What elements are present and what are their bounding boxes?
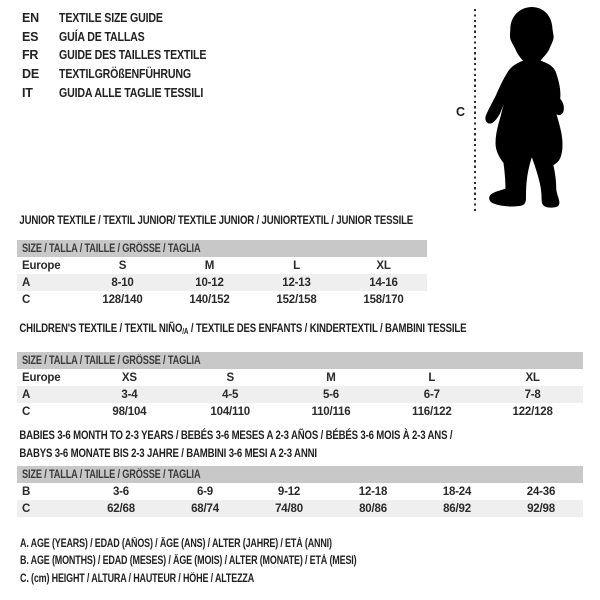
size-cell: M [326,371,336,384]
table-row [17,403,583,420]
table-row [17,274,427,291]
language-code: IT [22,85,33,100]
language-title: GUIDA ALLE TAGLIE TESSILI [59,85,204,100]
language-title: GUIDE DES TAILLES TEXTILE [59,48,207,63]
size-cell: 10-12 [166,274,253,291]
language-title: TEXTILE SIZE GUIDE [59,11,163,26]
size-cell: M [204,259,215,272]
children-title-main: CHILDREN'S TEXTILE / TEXTIL NIÑO [19,321,183,335]
size-cell: 152/158 [276,293,317,306]
size-cell: 3-6 [112,485,130,498]
height-measure-dotted-line [474,9,476,212]
size-cell: XS [121,371,137,384]
size-cell: 92/98 [499,500,583,517]
children-textile-section [17,321,583,420]
footnote-legend [20,536,451,588]
language-row-es [22,28,232,47]
language-title: TEXTILGRÖßENFÜHRUNG [59,67,191,82]
footnote-b: B. AGE (MONTHS) / EDAD (MESES) / ÂGE (MOIS) / ALTER (MONATE) / ETÀ (MESI) [20,555,357,568]
size-cell: L [293,259,300,272]
language-row-en [22,9,232,28]
babies-textile-section [17,427,583,517]
size-cell: 6-9 [196,485,214,498]
row-label: C [22,405,31,418]
table-row [17,369,583,386]
table-row [17,386,583,403]
height-marker-label: C [456,105,466,119]
size-cell: 98/104 [112,405,147,418]
baby-silhouette-icon [483,5,569,210]
babies-table-title-line1: BABIES 3-6 MONTH TO 2-3 YEARS / BEBÉS 3-6 MESES A 2-3 AÑOS / BÉBÉS 3-6 MOIS À 2-3 ANS / [19,428,453,442]
row-label: C [22,293,31,306]
size-header-row [17,352,583,369]
size-cell: 128/140 [102,293,143,306]
babies-size-table [17,466,583,517]
row-label: A [17,386,79,403]
size-cell: 18-24 [442,485,472,498]
footnote-a: A. AGE (YEARS) / EDAD (AÑOS) / ÂGE (ANS) / ALTER (JAHRE) / ETÀ (ANNI) [20,538,332,550]
children-title-subscript: /A [182,327,189,336]
babies-table-title-line2: BABYS 3-6 MONATE BIS 2-3 JAHRE / BAMBINI 3-6 MESI A 2-3 ANNI [19,445,317,460]
language-row-fr [22,46,232,65]
size-header-label: SIZE / TALLA / TAILLE / GRÖSSE / TAGLIA [22,354,201,367]
size-cell: S [118,259,127,272]
table-row [17,257,427,274]
row-label: B [22,485,31,498]
row-label: Europe [22,371,61,384]
children-title-rest: / TEXTILE DES ENFANTS / KINDERTEXTIL / BAMBINI TESSILE [188,321,467,335]
footnote-c: C. (cm) HEIGHT / ALTURA / HAUTEUR / HÖHE / ALTEZZA [20,572,255,585]
size-header-label: SIZE / TALLA / TAILLE / GRÖSSE / TAGLIA [22,242,201,255]
size-cell: 24-36 [526,485,556,498]
size-cell: 7-8 [482,386,583,403]
children-table-title [17,321,470,336]
language-code: FR [22,48,39,63]
row-label: Europe [22,259,61,272]
language-code: DE [22,67,39,82]
junior-textile-section [17,213,427,308]
size-cell: 12-13 [253,274,340,291]
language-title-list [22,9,232,102]
size-cell: 116/122 [412,405,452,418]
language-code: EN [22,11,39,26]
size-header-row [17,466,583,483]
size-cell: 5-6 [281,386,382,403]
size-cell: 80/86 [331,500,415,517]
junior-size-table [17,240,427,308]
table-row [17,291,427,308]
size-cell: 12-18 [358,485,388,498]
language-code: ES [22,29,39,44]
size-cell: 6-7 [381,386,482,403]
size-header-row [17,240,427,257]
size-cell: 158/170 [363,293,404,306]
size-cell: 62/68 [79,500,163,517]
size-cell: XL [376,259,391,272]
size-cell: 9-12 [277,485,301,498]
size-cell: 14-16 [340,274,427,291]
size-cell: 122/128 [512,405,553,418]
row-label: A [17,274,79,291]
language-row-de [22,65,232,84]
size-cell: S [226,371,234,384]
table-row [17,483,583,500]
row-label: C [17,500,79,517]
language-row-it [22,83,232,102]
junior-table-title: JUNIOR TEXTILE / TEXTIL JUNIOR/ TEXTILE JUNIOR / JUNIORTEXTIL / JUNIOR TESSILE [19,213,414,227]
size-cell: 8-10 [79,274,166,291]
size-cell: 86/92 [415,500,499,517]
size-cell: 68/74 [163,500,247,517]
size-cell: 140/152 [189,293,230,306]
children-size-table [17,352,583,420]
size-cell: 104/110 [210,405,250,418]
size-cell: 74/80 [247,500,331,517]
table-row [17,500,583,517]
size-cell: 4-5 [180,386,281,403]
size-cell: XL [525,371,540,384]
language-title: GUÍA DE TALLAS [59,29,145,44]
size-cell: L [428,371,436,384]
size-header-label: SIZE / TALLA / TAILLE / GRÖSSE / TAGLIA [22,468,201,481]
size-cell: 110/116 [311,405,351,418]
size-cell: 3-4 [79,386,180,403]
